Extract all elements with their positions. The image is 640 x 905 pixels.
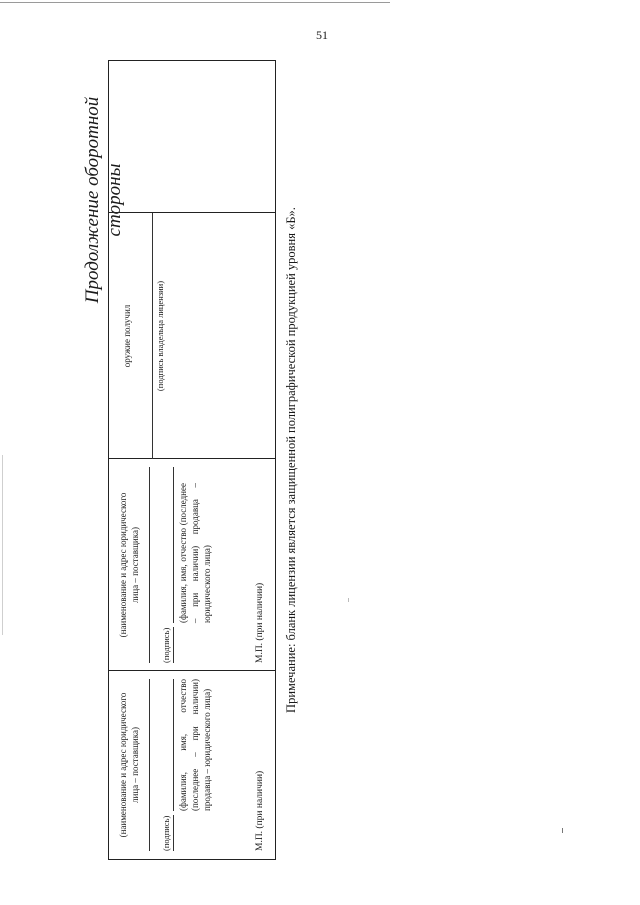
weapon-received-column [109,213,275,459]
continuation-title: Продолжение оборотной стороны [82,96,125,304]
org-caption-line: лица – поставщика) [130,527,140,603]
scan-edge-line [2,455,3,635]
supplier-column-1 [109,671,275,859]
weapon-received-heading: оружие получил [122,304,132,368]
owner-signature-caption: (подпись владельца лицензии) [155,280,165,392]
org-caption-line: (наименование и адрес юридического [118,492,128,638]
signature-line [173,627,174,663]
org-caption-line: лица – поставщика) [130,727,140,803]
org-caption [117,671,141,859]
signature-separator [152,213,153,459]
stamp-label: М.П. (при наличии) [255,770,265,851]
scan-edge-line [0,2,390,3]
footnote: Примечание: бланк лицензии является защищенной полиграфической продукцией уровня «Б». [284,207,298,713]
signature-label: (подпись) [161,815,171,851]
rotated-page-content [80,60,610,860]
fio-caption: (фамилия, имя, отчество (последнее – при наличии) продавца – юридического лица) [178,483,212,623]
fio-line [173,467,174,623]
org-name-line [149,679,150,851]
supplier-column-2 [109,459,275,671]
org-name-line [149,467,150,663]
fio-caption: (фамилия, имя, отчество (последнее – при наличии) продавца – юридического лица) [178,679,212,811]
fio-line [173,679,174,811]
org-caption-line: (наименование и адрес юридического [118,692,128,838]
empty-column [109,59,275,213]
page-number: 51 [316,28,328,42]
signature-label: (подпись) [161,627,171,663]
signature-line [173,815,174,851]
org-caption [117,459,141,671]
stamp-label: М.П. (при наличии) [255,582,265,663]
license-form-table [108,60,276,860]
